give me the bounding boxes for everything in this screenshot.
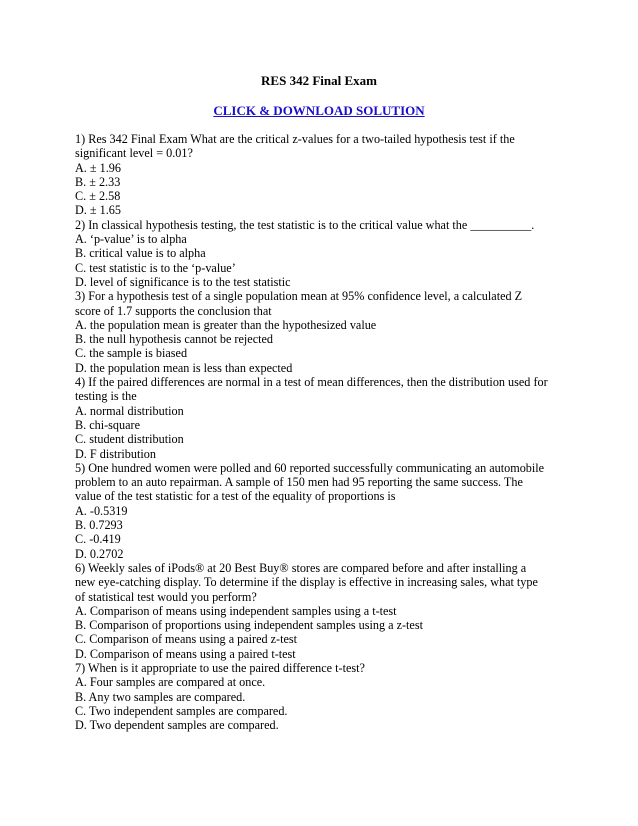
document-line: B. 0.7293 bbox=[75, 518, 123, 533]
document-line: A. normal distribution bbox=[75, 403, 184, 418]
document-line: B. critical value is to alpha bbox=[75, 246, 206, 261]
exam-questions bbox=[75, 132, 570, 732]
document-line: testing is the bbox=[75, 389, 137, 404]
document-line: 1) Res 342 Final Exam What are the critical z-values for a two-tailed hypothesis test if the bbox=[75, 132, 515, 146]
document-line: score of 1.7 supports the conclusion that bbox=[75, 303, 272, 318]
document-line: D. the population mean is less than expected bbox=[75, 360, 293, 375]
document-line: value of the test statistic for a test of the equality of proportions is bbox=[75, 489, 396, 504]
document-line: problem to an auto repairman. A sample of 150 men had 95 reporting the same success. The bbox=[75, 475, 523, 490]
document-line: D. Comparison of means using a paired t-test bbox=[75, 646, 296, 661]
document-line: C. Two independent samples are compared. bbox=[75, 703, 288, 718]
document-line: A. Four samples are compared at once. bbox=[75, 675, 266, 690]
document-line: B. Any two samples are compared. bbox=[75, 689, 246, 704]
document-line: of statistical test would you perform? bbox=[75, 589, 257, 604]
document-line: B. chi-square bbox=[75, 417, 140, 432]
document-line: D. level of significance is to the test statistic bbox=[75, 274, 291, 289]
document-line: 6) Weekly sales of iPods® at 20 Best Buy® stores are compared before and after installing a bbox=[75, 560, 527, 575]
document-line: significant level = 0.01? bbox=[75, 146, 193, 161]
document-line: B. the null hypothesis cannot be rejected bbox=[75, 332, 273, 347]
document-line: C. student distribution bbox=[75, 432, 184, 447]
document-line: C. ± 2.58 bbox=[75, 189, 121, 204]
document-line: C. -0.419 bbox=[75, 532, 121, 547]
document-line: C. Comparison of means using a paired z-test bbox=[75, 632, 298, 647]
document-line: B. Comparison of proportions using independent samples using a z-test bbox=[75, 618, 423, 633]
document-line: 7) When is it appropriate to use the paired difference t-test? bbox=[75, 660, 365, 675]
document-line: D. Two dependent samples are compared. bbox=[75, 718, 279, 733]
document-line: A. ‘p-value’ is to alpha bbox=[75, 232, 187, 247]
page-title: RES 342 Final Exam bbox=[261, 73, 377, 88]
document-line: A. Comparison of means using independent samples using a t-test bbox=[75, 603, 397, 618]
document-line: D. 0.2702 bbox=[75, 546, 124, 561]
document-line: C. the sample is biased bbox=[75, 346, 188, 361]
document-line: D. F distribution bbox=[75, 446, 156, 461]
document-line: 4) If the paired differences are normal in a test of mean differences, then the distribution used for bbox=[75, 375, 548, 390]
document-line: A. -0.5319 bbox=[75, 503, 128, 518]
download-solution-container bbox=[0, 103, 638, 119]
document-line: A. the population mean is greater than the hypothesized value bbox=[75, 317, 377, 332]
document-line: new eye-catching display. To determine if the display is effective in increasing sales, what type bbox=[75, 575, 538, 590]
document-line: C. test statistic is to the ‘p-value’ bbox=[75, 260, 236, 275]
document-line: 5) One hundred women were polled and 60 reported successfully communicating an automobile bbox=[75, 460, 545, 475]
download-solution-link[interactable]: CLICK & DOWNLOAD SOLUTION bbox=[213, 103, 425, 118]
document-line: B. ± 2.33 bbox=[75, 174, 121, 189]
document-line: 3) For a hypothesis test of a single population mean at 95% confidence level, a calculated Z bbox=[75, 289, 523, 304]
document-line: A. ± 1.96 bbox=[75, 160, 121, 175]
document-line: 2) In classical hypothesis testing, the test statistic is to the critical value what the __________. bbox=[75, 217, 535, 232]
document-line: D. ± 1.65 bbox=[75, 203, 121, 218]
